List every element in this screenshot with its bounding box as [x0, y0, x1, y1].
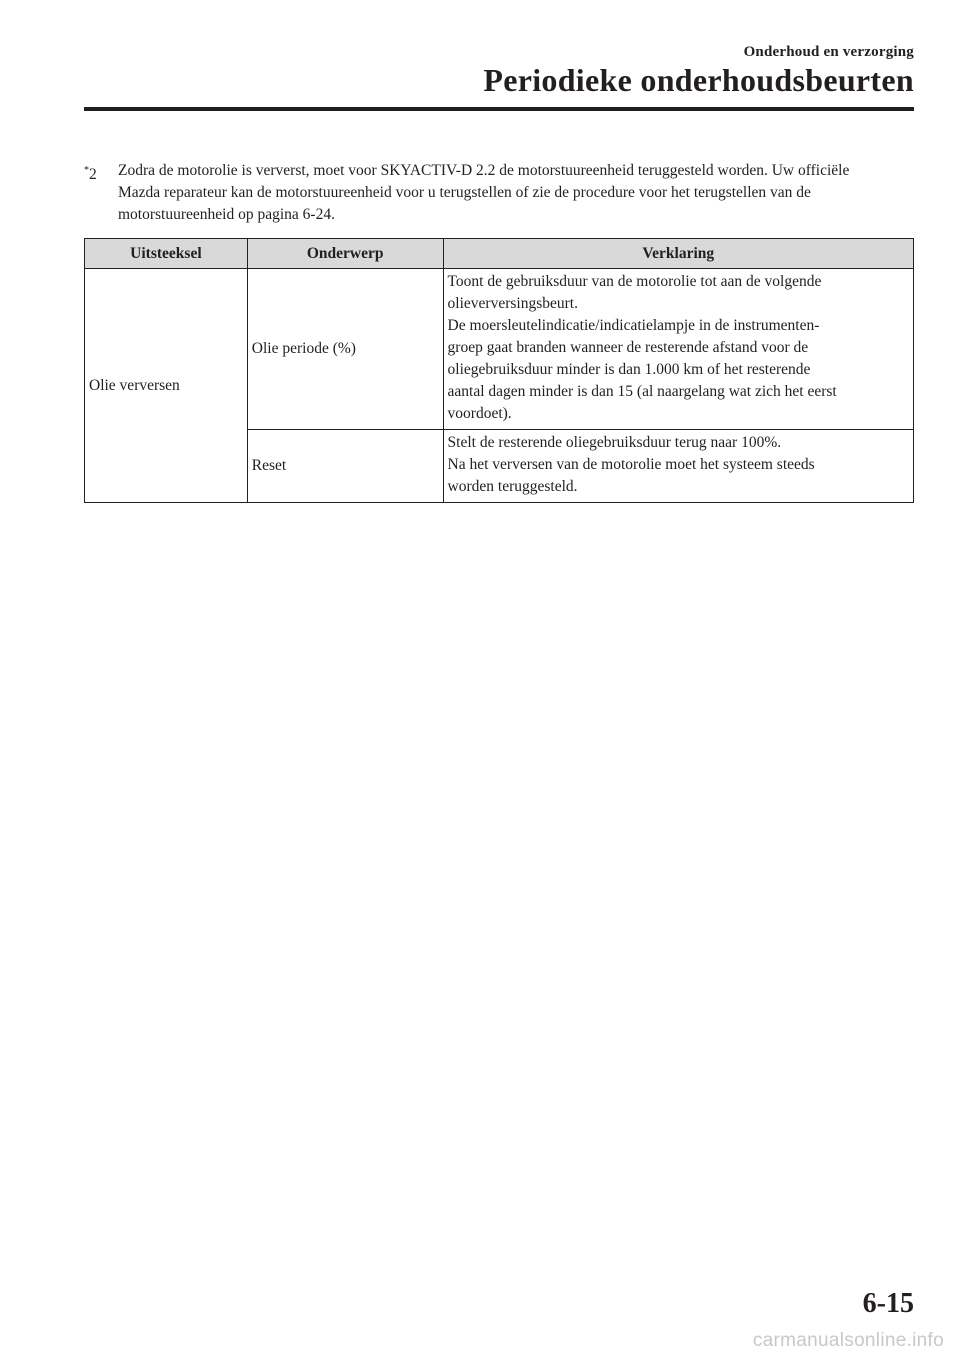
- header-onderwerp: Onderwerp: [247, 239, 443, 269]
- footnote-marker: [84, 160, 97, 186]
- watermark: carmanualsonline.info: [752, 1330, 944, 1351]
- description-line: Stelt de resterende oliegebruiksduur terug naar 100%.: [447, 434, 782, 451]
- page-number: 6-15: [862, 1288, 914, 1319]
- description-line: olieverversingsbeurt.: [447, 295, 578, 312]
- chapter-title: Periodieke onderhoudsbeurten: [483, 62, 914, 98]
- description-line: voordoet).: [447, 405, 512, 422]
- footnote-text: Zodra de motorolie is ververst, moet voor SKYACTIV-D 2.2 de motorstuureenheid teruggesteld worden. Uw officiële Mazda reparateur kan de motorstuureenheid voor u terugstellen of zie de procedure voor het terugstellen van de motorstuureenheid op pagina 6-24.: [118, 162, 850, 223]
- header-uitsteeksel: Uitsteeksel: [85, 239, 248, 269]
- group-cell: Olie verversen: [85, 269, 248, 503]
- header-rule: [84, 107, 914, 111]
- description-cell: [443, 430, 913, 503]
- subject-cell: Olie periode (%): [247, 269, 443, 430]
- subject-cell: Reset: [247, 430, 443, 503]
- footnote-number: 2: [89, 166, 97, 183]
- description-cell: [443, 269, 913, 430]
- table-header-row: [85, 239, 914, 269]
- description-line: Toont de gebruiksduur van de motorolie tot aan de volgende: [447, 273, 822, 290]
- description-line: aantal dagen minder is dan 15 (al naargelang wat zich het eerst: [447, 383, 837, 400]
- table-row: [85, 269, 914, 430]
- description-line: oliegebruiksduur minder is dan 1.000 km of het resterende: [447, 361, 811, 378]
- description-line: groep gaat branden wanneer de resterende afstand voor de: [447, 339, 809, 356]
- footnote: [84, 160, 884, 226]
- description-line: De moersleutelindicatie/indicatielampje in de instrumenten-: [447, 317, 820, 334]
- section-title: Onderhoud en verzorging: [743, 44, 914, 60]
- header-verklaring: Verklaring: [443, 239, 913, 269]
- description-line: Na het verversen van de motorolie moet het systeem steeds: [447, 456, 815, 473]
- maintenance-table: [84, 238, 914, 503]
- footnote-asterisk: *: [84, 165, 89, 176]
- description-line: worden teruggesteld.: [447, 478, 578, 495]
